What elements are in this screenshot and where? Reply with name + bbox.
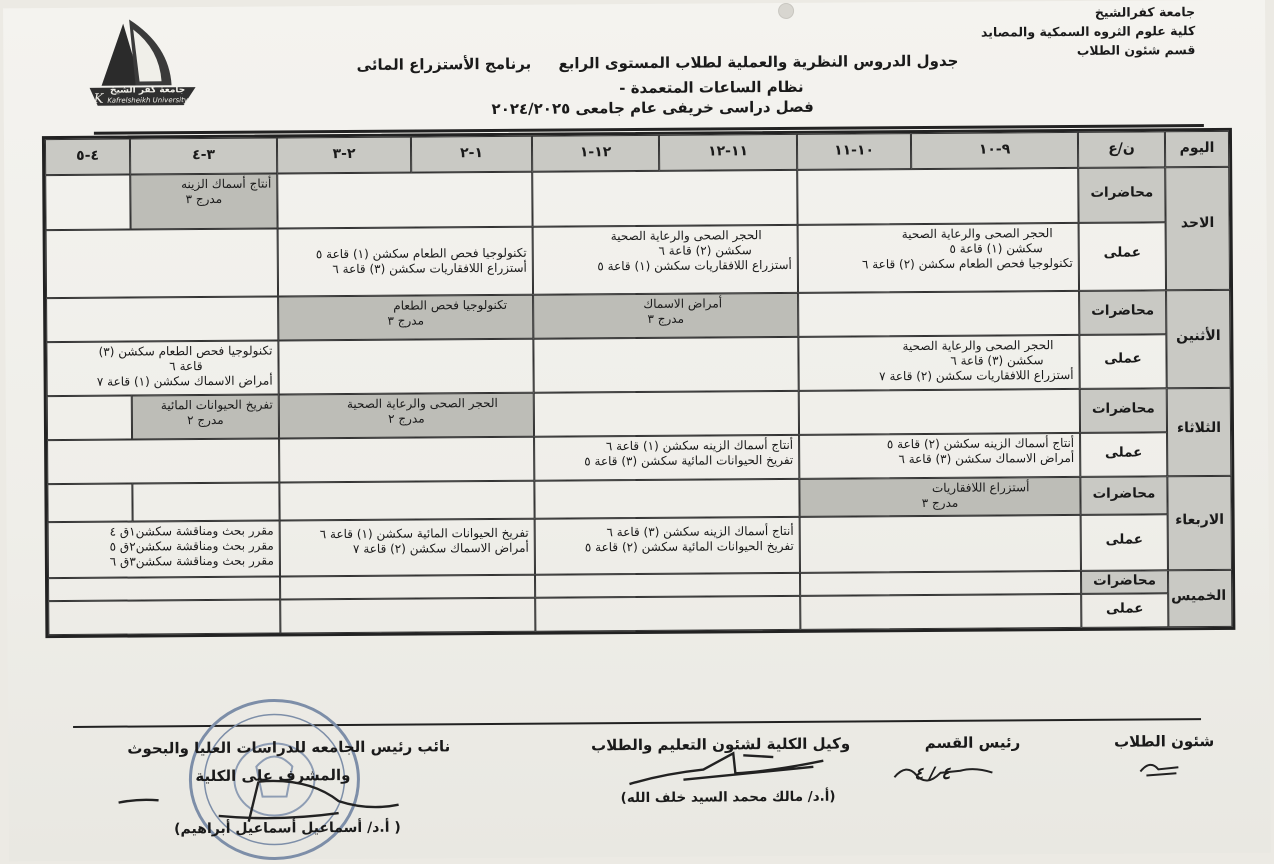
wednesday-practical-label: عملى	[1081, 514, 1168, 571]
thursday-practical-label: عملى	[1081, 593, 1168, 628]
wednesday-practical-course	[535, 517, 800, 575]
course-section: قاعة ٦	[169, 359, 203, 374]
course-section: تكنولوجيا فحص الطعام سكشن (١) قاعة ٥	[315, 245, 527, 262]
faculty-name: كلية علوم الثروه السمكية والمصايد	[980, 23, 1196, 40]
course-name: أستزراع اللافقاريات	[931, 480, 1030, 495]
course-section: أنتاج أسماك الزينه سكشن (٢) قاعة ٥	[886, 435, 1075, 452]
monday-practical-slot	[278, 339, 533, 395]
col-header-1-2: ١-٢	[411, 136, 532, 173]
svg-text:K: K	[93, 91, 104, 107]
monday-lecture-label: محاضرات	[1079, 290, 1166, 335]
course-section: مقرر بحث ومناقشة سكشن٣ق ٦	[109, 553, 274, 569]
wednesday-lecture-label: محاضرات	[1080, 476, 1167, 515]
course-section: أستزراع اللافقاريات سكشن (٣) قاعة ٦	[332, 260, 527, 277]
course-section: مقرر بحث ومناقشة سكشن٢ق ٥	[109, 538, 274, 554]
tuesday-lecture-slot	[534, 391, 799, 437]
tuesday-practical-slot	[47, 438, 279, 484]
title-system: نظام الساعات المتعمدة -	[619, 77, 804, 98]
thursday-lecture-slot	[48, 576, 280, 601]
department-name: قسم شئون الطلاب	[1076, 42, 1196, 58]
university-name: جامعة كفرالشيخ	[1094, 4, 1196, 20]
wednesday-lecture-slot	[279, 481, 534, 521]
schedule-title	[248, 52, 958, 75]
sig-vice-dean: وكيل الكلية لشئون التعليم والطلاب	[591, 734, 851, 755]
day-sunday: الاحد	[1165, 167, 1230, 290]
schedule-table	[42, 128, 1235, 638]
course-section: أمراض الاسماك سكشن (٢) قاعة ٧	[352, 540, 529, 556]
sig-vice-president: نائب رئيس الجامعه للدراسات العليا والبحوث	[127, 737, 451, 758]
dept-head-signature-icon	[888, 756, 998, 787]
monday-lecture-slot	[798, 291, 1079, 337]
wednesday-lecture-course	[799, 477, 1080, 517]
course-room: مدرج ٢	[388, 411, 425, 426]
thursday-practical-slot	[535, 596, 800, 632]
sunday-practical-label: عملى	[1079, 222, 1166, 291]
course-section: أمراض الاسماك سكشن (١) قاعة ٧	[96, 373, 273, 389]
monday-lecture-course	[533, 293, 798, 339]
sunday-practical-course	[278, 227, 533, 297]
course-name: تفريخ الحيوانات المائية	[160, 397, 273, 413]
monday-practical-slot	[533, 337, 798, 393]
course-room: مدرج ٣	[185, 191, 223, 207]
col-header-9-10: ٩-١٠	[911, 132, 1078, 169]
col-header-day: اليوم	[1165, 131, 1229, 167]
monday-lecture-course	[278, 295, 533, 341]
col-header-12-1: ١٢-١	[532, 135, 659, 172]
course-name: الحجر الصحى والرعاية الصحية	[346, 395, 498, 412]
course-section: أمراض الاسماك سكشن (٣) قاعة ٦	[898, 450, 1075, 467]
monday-practical-course	[798, 335, 1079, 391]
course-section: سكشن (٢) قاعة ٦	[658, 243, 752, 258]
course-name: تكنولوجيا فحص الطعام	[393, 297, 508, 313]
course-room: مدرج ٣	[647, 311, 685, 326]
course-section: سكشن (١) قاعة ٥	[949, 241, 1043, 256]
thursday-lecture-slot	[535, 573, 800, 598]
dept-head-date: ٤ / ٤	[914, 763, 951, 785]
wednesday-practical-slot	[800, 515, 1081, 573]
monday-lecture-slot	[46, 297, 278, 343]
tuesday-practical-course	[799, 433, 1080, 479]
tuesday-lecture-slot	[799, 389, 1080, 435]
course-section: أستزراع اللافقاريات سكشن (١) قاعة ٥	[597, 257, 792, 274]
course-section: مقرر بحث ومناقشة سكشن١ق ٤	[109, 523, 274, 539]
students-affairs-signature-icon	[1136, 755, 1182, 779]
day-monday: الأثنين	[1166, 290, 1231, 388]
day-tuesday: الثلاثاء	[1167, 388, 1232, 476]
course-section: تفريخ الحيوانات المائية سكشن (٢) قاعة ٥	[584, 538, 794, 555]
thursday-lecture-slot	[280, 575, 535, 600]
title-main: جدول الدروس النظرية والعملية لطلاب المستوى الرابع	[558, 51, 959, 73]
col-header-4-5: ٤-٥	[45, 139, 130, 176]
sunday-lecture-slot	[277, 172, 532, 229]
tuesday-practical-label: عملى	[1080, 432, 1167, 477]
wednesday-lecture-slot	[132, 482, 279, 521]
course-name: الحجر الصحى والرعاية الصحية	[902, 338, 1054, 354]
logo-arabic-text: جامعة كفر الشيخ	[109, 85, 186, 96]
course-name: أنتاج أسماك الزينه	[181, 176, 272, 192]
course-section: تفريخ الحيوانات المائية سكشن (٣) قاعة ٥	[584, 452, 794, 469]
course-section: تفريخ الحيوانات المائية سكشن (١) قاعة ٦	[319, 525, 529, 542]
day-wednesday: الاربعاء	[1167, 476, 1232, 570]
sunday-practical-course	[533, 225, 798, 295]
wednesday-lecture-slot	[534, 479, 799, 519]
course-name: أمراض الاسماك	[643, 296, 723, 311]
day-thursday: الخميس	[1168, 570, 1232, 627]
col-header-type: ن/ع	[1078, 131, 1165, 168]
sunday-lecture-slot	[532, 170, 797, 227]
sig-vice-president-role: والمشرف على الكلية	[195, 766, 351, 786]
monday-practical-label: عملى	[1079, 334, 1166, 389]
tuesday-lecture-label: محاضرات	[1080, 388, 1167, 433]
thursday-practical-slot	[48, 599, 280, 635]
course-section: أنتاج أسماك الزينه سكشن (٣) قاعة ٦	[606, 523, 794, 540]
course-section: تكنولوجيا فحص الطعام سكشن (٣)	[98, 343, 273, 359]
sunday-lecture-slot	[797, 168, 1078, 225]
col-header-10-11: ١٠-١١	[797, 133, 911, 170]
sunday-practical-course	[798, 223, 1079, 293]
course-name: الحجر الصحى والرعاية الصحية	[901, 226, 1053, 242]
vice-president-name: ( أ.د/ أسماعيل أسماعيل أبراهيم)	[174, 819, 401, 838]
thursday-practical-slot	[280, 598, 535, 634]
title-program: برنامج الأستزراع المائى	[356, 54, 532, 74]
logo-english-text: Kafrelsheikh University	[107, 96, 189, 105]
col-header-2-3: ٢-٣	[277, 137, 411, 174]
institution-header	[981, 2, 1196, 60]
document-page	[3, 0, 1271, 861]
course-section: أنتاج أسماك الزينه سكشن (١) قاعة ٦	[605, 437, 794, 454]
wednesday-lecture-slot	[47, 484, 132, 523]
sunday-lecture-label: محاضرات	[1078, 167, 1165, 223]
thursday-lecture-slot	[800, 571, 1081, 596]
sunday-lecture-slot	[45, 175, 130, 231]
thursday-lecture-label: محاضرات	[1081, 570, 1168, 594]
thursday-practical-slot	[800, 594, 1081, 630]
sig-students-affairs: شئون الطلاب	[1113, 731, 1215, 751]
vice-dean-signature-icon	[623, 742, 853, 794]
tuesday-lecture-course	[279, 393, 534, 439]
col-header-3-4: ٣-٤	[130, 138, 277, 175]
title-term: فصل دراسى خريفى عام جامعى ٢٠٢٤/٢٠٢٥	[491, 97, 814, 119]
course-room: مدرج ٣	[387, 313, 425, 328]
course-section: أستزراع اللافقاريات سكشن (٢) قاعة ٧	[879, 367, 1074, 384]
tuesday-lecture-course	[132, 395, 279, 440]
sunday-practical-slot	[46, 229, 278, 299]
course-room: مدرج ٢	[187, 412, 224, 428]
course-section: سكشن (٣) قاعة ٦	[950, 353, 1044, 368]
sunday-lecture-course	[130, 174, 277, 230]
course-section: تكنولوجيا فحص الطعام سكشن (٢) قاعة ٦	[861, 255, 1073, 272]
vice-dean-name: (أ.د/ مالك محمد السيد خلف الله)	[620, 788, 836, 807]
tuesday-practical-course	[534, 435, 799, 481]
col-header-11-12: ١١-١٢	[659, 134, 797, 171]
punch-hole	[778, 3, 794, 19]
tuesday-practical-slot	[279, 437, 534, 483]
monday-practical-course	[46, 341, 278, 397]
sig-dept-head: رئيس القسم	[924, 733, 1021, 752]
vice-president-signature-icon	[108, 771, 408, 828]
wednesday-practical-course	[280, 519, 535, 577]
course-name: الحجر الصحى والرعاية الصحية	[610, 228, 762, 244]
tuesday-lecture-slot	[47, 396, 132, 441]
course-room: مدرج ٣	[921, 495, 959, 511]
wednesday-practical-course	[48, 520, 280, 578]
